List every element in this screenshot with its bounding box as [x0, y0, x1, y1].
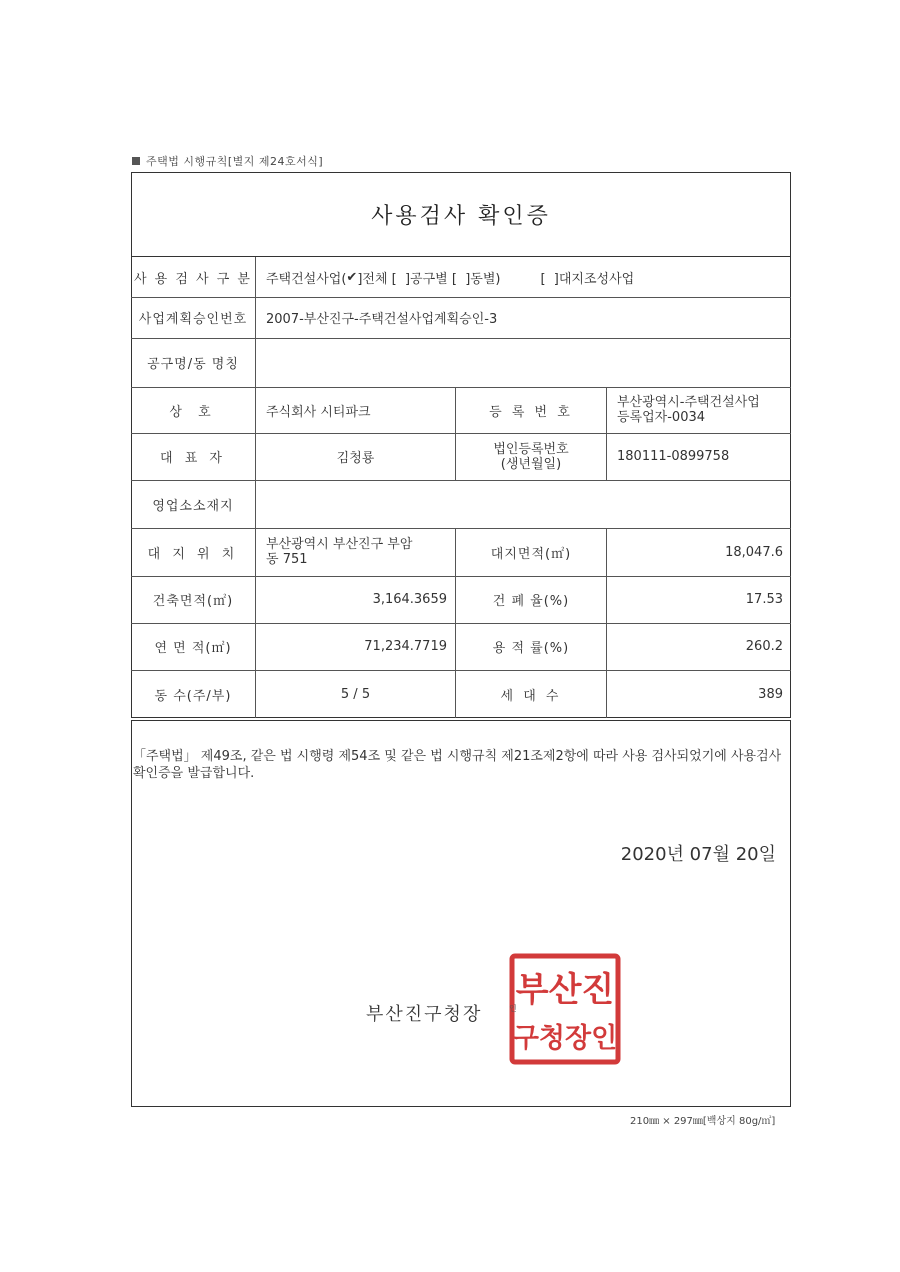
label-section-name: 공구명/동 명칭 — [147, 357, 239, 372]
label-registration-number: 등 록 번 호 — [489, 404, 573, 420]
label-site-location: 대 지 위 치 — [147, 546, 239, 562]
corporate-number-value: 180111-0899758 — [617, 449, 730, 464]
issue-date: 2020년 07월 20일 — [620, 844, 776, 865]
official-seal — [509, 953, 621, 1065]
label-representative: 대 표 자 — [160, 451, 226, 466]
seal-line-1: 부산진 — [515, 970, 615, 1010]
label-company-name: 상 호 — [169, 404, 217, 420]
households-value: 389 — [758, 686, 783, 702]
inspection-type-options: 주택건설사업( ✔ ]전체 [ ]공구별 [ ]동별) [ ]대지조성사업 — [266, 269, 635, 287]
floor-area-ratio-value: 260.2 — [745, 639, 783, 654]
section-name-value — [256, 338, 791, 387]
form-reference-note: 주택법 시행규칙[별지 제24호서식] — [132, 153, 323, 169]
building-coverage-value: 17.53 — [745, 592, 783, 607]
label-inspection-type: 사 용 검 사 구 분 — [133, 271, 252, 287]
building-area-value: 3,164.3659 — [372, 592, 447, 607]
paper-spec-note: 210㎜ × 297㎜[백상지 80g/㎡] — [630, 1116, 776, 1127]
signer-title: 부산진구청장 — [366, 1004, 483, 1025]
document-title: 사용검사 확인증 — [131, 172, 791, 257]
legal-statement: 「주택법」 제49조, 같은 법 시행령 제54조 및 같은 법 시행규칙 제21조제2항에 따라 사용 검사되었기에 사용검사확인증을 발급합니다. — [133, 749, 782, 781]
building-count-value: 5 / 5 — [340, 686, 371, 702]
representative-value: 김청룡 — [336, 451, 375, 466]
square-bullet-icon — [132, 157, 140, 165]
label-approval-number: 사업계획승인번호 — [138, 312, 248, 327]
label-office-address: 영업소소재지 — [152, 498, 234, 514]
seal-line-2: 구청장인 — [512, 1023, 618, 1054]
label-corporate-number: 법인등록번호 (생년월일) — [493, 441, 569, 472]
label-building-coverage: 건 폐 율(%) — [492, 594, 570, 609]
signer-seal-mark: 인 — [509, 1004, 517, 1013]
label-building-count: 동 수(주/부) — [154, 688, 232, 704]
total-floor-area-value: 71,234.7719 — [364, 639, 447, 654]
site-location-value: 부산광역시 부산진구 부암 동 751 — [266, 537, 413, 567]
approval-number-value: 2007-부산진구-주택건설사업계획승인-3 — [266, 312, 498, 327]
site-area-value: 18,047.6 — [725, 544, 783, 560]
checkmark-icon: ✔ — [346, 269, 358, 285]
label-total-floor-area: 연 면 적(㎡) — [154, 641, 232, 656]
office-address-value — [256, 480, 791, 528]
registration-number-value: 부산광역시-주택건설사업 등록업자-0034 — [617, 395, 760, 425]
label-households: 세 대 수 — [500, 688, 562, 704]
label-site-area: 대지면적(㎡) — [490, 546, 572, 562]
label-floor-area-ratio: 용 적 률(%) — [492, 641, 570, 656]
company-name-value: 주식회사 시티파크 — [266, 404, 371, 420]
label-building-area: 건축면적(㎡) — [152, 594, 234, 609]
